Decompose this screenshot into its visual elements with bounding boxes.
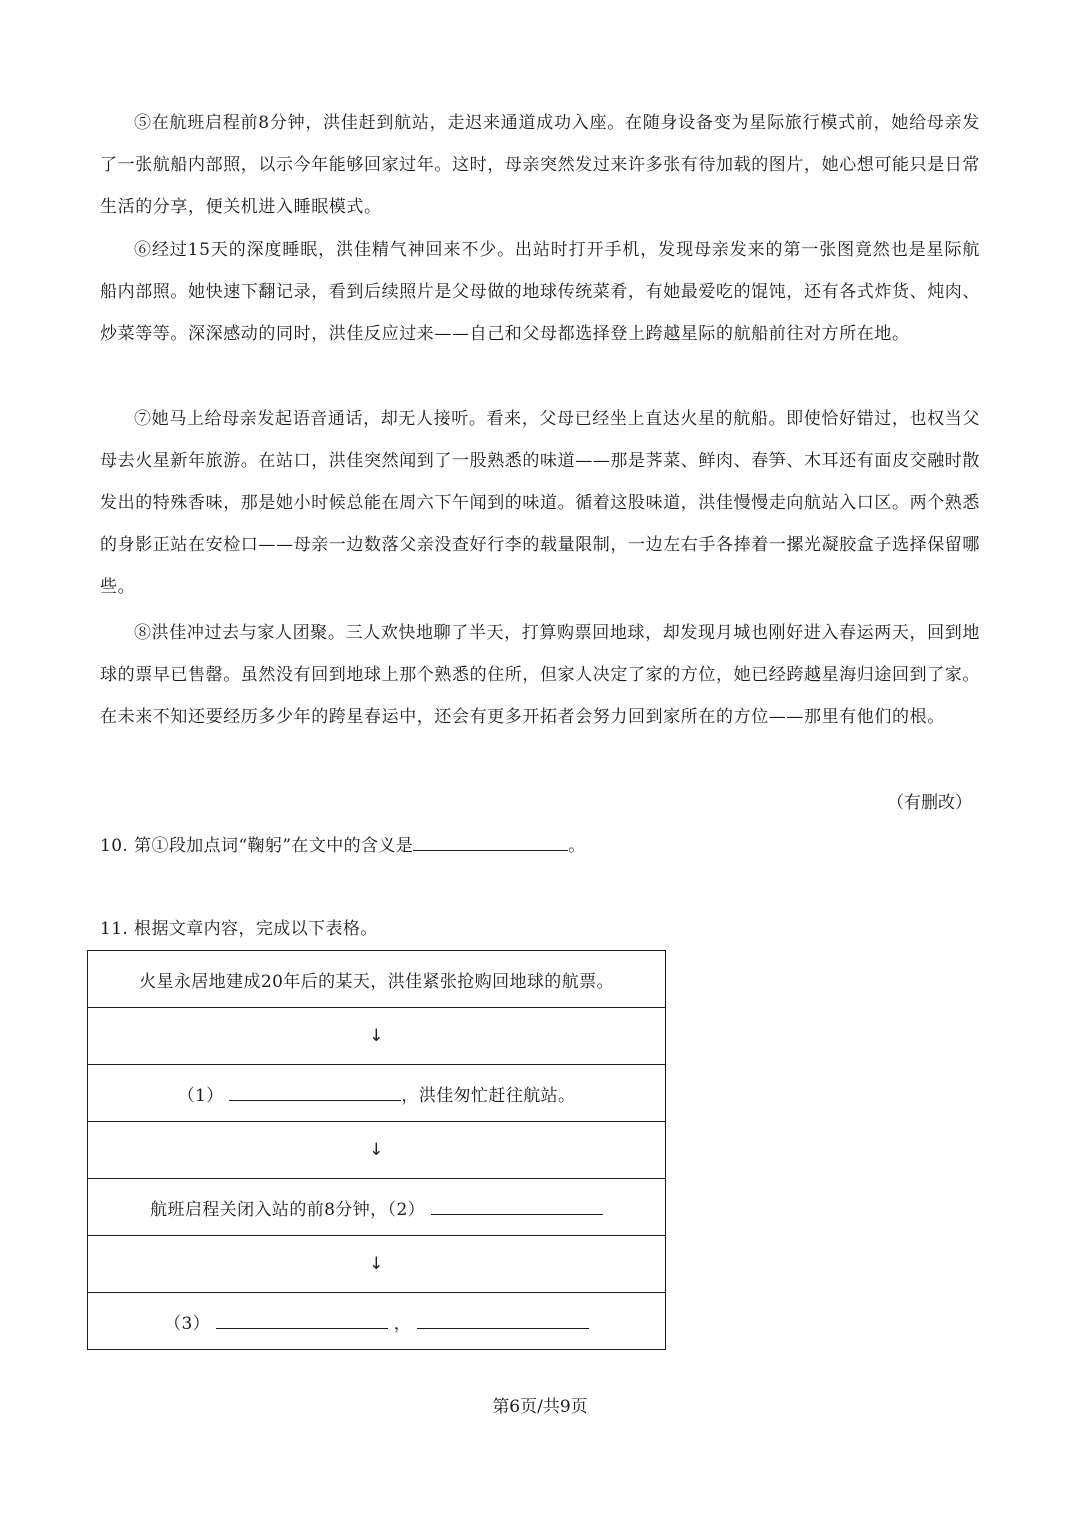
flow-table — [87, 950, 666, 1350]
flow-row-4 — [88, 1122, 666, 1179]
passage-paragraph-5: ⑤在航班启程前8分钟，洪佳赶到航站，走迟来通道成功入座。在随身设备变为星际旅行模式前，她给母亲发了一张航船内部照，以示今年能够回家过年。这时，母亲突然发过来许多张有待加载的图片，她心想可能只是日常生活的分享，便关机进入睡眠模式。 — [100, 113, 980, 217]
down-arrow-icon: ↓ — [88, 1122, 666, 1179]
question-10 — [100, 830, 586, 861]
flow-cell-blank-2 — [88, 1179, 666, 1236]
page-footer: 第6页/共9页 — [492, 1397, 588, 1417]
flow-row-5 — [88, 1179, 666, 1236]
blank-label-3: （3） — [164, 1314, 211, 1334]
passage-paragraph-6: ⑥经过15天的深度睡眠，洪佳精气神回来不少。出站时打开手机，发现母亲发来的第一张图竟然也是星际航船内部照。她快速下翻记录，看到后续照片是父母做的地球传统菜肴，有她最爱吃的馄饨，还有各式炸货、炖肉、炒菜等等。深深感动的同时，洪佳反应过来——自己和父母都选择登上跨越星际的航船前往对方所在地。 — [100, 240, 980, 344]
blank-separator: ， — [393, 1314, 412, 1334]
blank-label-1: （1） — [177, 1086, 224, 1106]
down-arrow-icon: ↓ — [88, 1236, 666, 1293]
flow-cell-start: 火星永居地建成20年后的某天，洪佳紧张抢购回地球的航票。 — [88, 951, 666, 1008]
flow-row-7 — [88, 1293, 666, 1350]
answer-blank-1[interactable] — [229, 1080, 401, 1101]
question-11: 11. 根据文章内容，完成以下表格。 — [100, 919, 378, 939]
down-arrow-icon: ↓ — [88, 1008, 666, 1065]
flow-cell-blank-1 — [88, 1065, 666, 1122]
answer-blank-3b[interactable] — [417, 1308, 589, 1329]
question-10-end: 。 — [568, 836, 586, 856]
question-10-text: 10. 第①段加点词“鞠躬”在文中的含义是 — [100, 836, 414, 856]
flow-cell-text-2: 航班启程关闭入站的前8分钟，（2） — [150, 1200, 426, 1220]
source-note: （有删改） — [887, 793, 972, 813]
flow-row-3 — [88, 1065, 666, 1122]
flow-cell-text-1: ，洪佳匆忙赶往航站。 — [401, 1086, 576, 1106]
flow-row-2 — [88, 1008, 666, 1065]
answer-blank-2[interactable] — [431, 1194, 603, 1215]
passage-paragraph-8: ⑧洪佳冲过去与家人团聚。三人欢快地聊了半天，打算购票回地球，却发现月城也刚好进入春运两天，回到地球的票早已售罄。虽然没有回到地球上那个熟悉的住所，但家人决定了家的方位，她已经跨越星海归途回到了家。在未来不知还要经历多少年的跨星春运中，还会有更多开拓者会努力回到家所在的方位——那里有他们的根。 — [100, 623, 980, 727]
flow-cell-blank-3 — [88, 1293, 666, 1350]
answer-blank-3a[interactable] — [216, 1308, 388, 1329]
flow-row-1 — [88, 951, 666, 1008]
flow-row-6 — [88, 1236, 666, 1293]
answer-blank-q10[interactable] — [413, 830, 568, 851]
passage-paragraph-7: ⑦她马上给母亲发起语音通话，却无人接听。看来，父母已经坐上直达火星的航船。即使恰好错过，也权当父母去火星新年旅游。在站口，洪佳突然闻到了一股熟悉的味道——那是荠菜、鲜肉、春笋、木耳还有面皮交融时散发出的特殊香味，那是她小时候总能在周六下午闻到的味道。循着这股味道，洪佳慢慢走向航站入口区。两个熟悉的身影正站在安检口——母亲一边数落父亲没查好行李的载量限制，一边左右手各捧着一摞光凝胶盒子选择保留哪些。 — [100, 409, 980, 597]
